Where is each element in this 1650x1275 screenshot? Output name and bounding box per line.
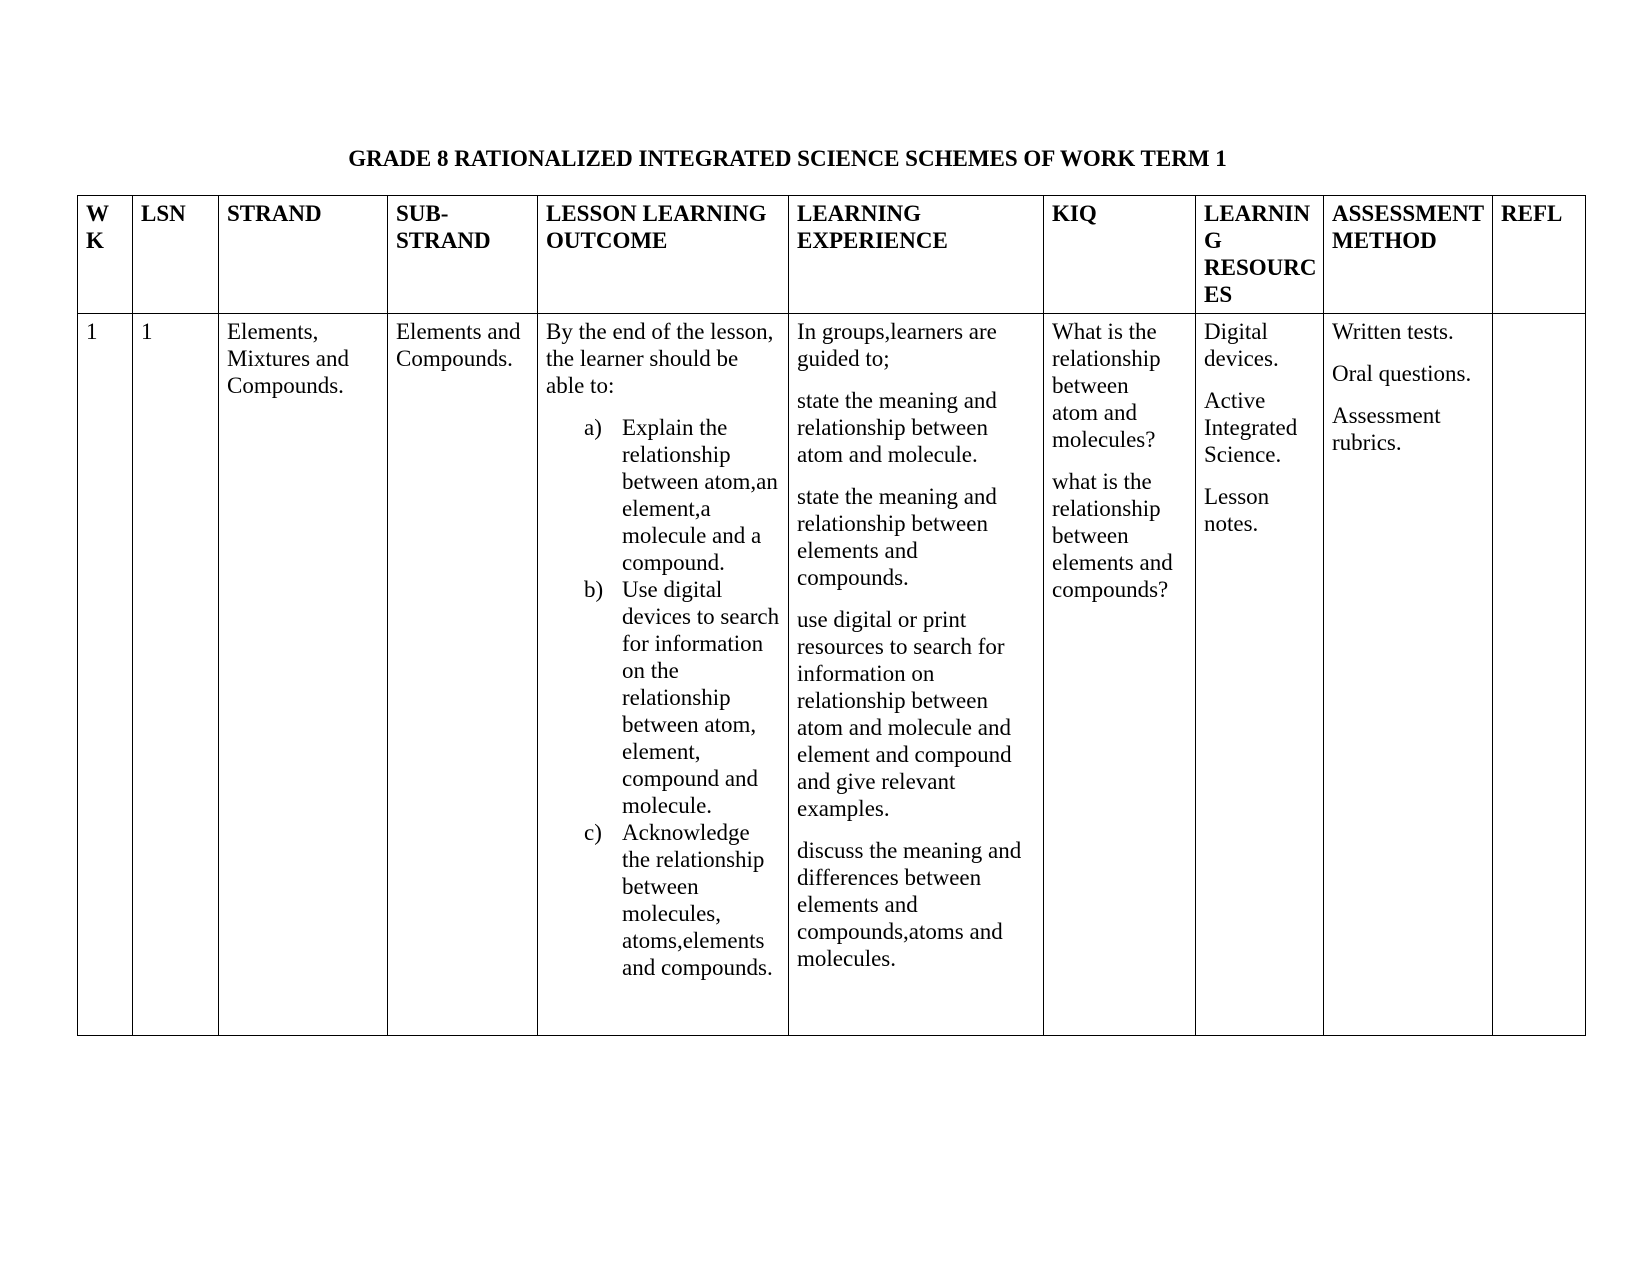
header-learning-experience: [789, 196, 1044, 314]
outcome-item-text: Use digital devices to search for information on the relationship between atom, element, compound and molecule.: [622, 577, 780, 818]
header-lsn-label: LSN: [141, 201, 186, 226]
lsn-value: 1: [141, 319, 153, 344]
header-sub-strand-label: SUB-STRAND: [396, 201, 491, 253]
experience-paragraph: state the meaning and relationship between elements and compounds.: [797, 484, 997, 590]
assessment-paragraph: Written tests.: [1332, 319, 1454, 344]
header-lsn: [133, 196, 219, 314]
header-assessment-method: [1324, 196, 1493, 314]
kiq-paragraph: what is the relationship between elements and compounds?: [1052, 469, 1173, 602]
header-lesson-learning-outcome-label: LESSON LEARNING OUTCOME: [546, 201, 767, 253]
outcome-item: [546, 414, 780, 576]
experience-paragraph: use digital or print resources to search for information on relationship between atom and molecule and element and compound and give relevant examples.: [797, 607, 1012, 821]
cell-lsn: [133, 314, 219, 1036]
outcome-intro: By the end of the lesson, the learner should be able to:: [546, 319, 774, 398]
cell-wk: [78, 314, 133, 1036]
outcome-item-text: Explain the relationship between atom,an element,a molecule and a compound.: [622, 415, 778, 575]
cell-refl: [1493, 314, 1586, 1036]
table-data-row: [78, 314, 1586, 1036]
outcome-item: [546, 576, 780, 819]
assessment-paragraph: Oral questions.: [1332, 361, 1472, 386]
experience-paragraph: state the meaning and relationship between atom and molecule.: [797, 388, 997, 467]
header-strand-label: STRAND: [227, 201, 322, 226]
header-strand: [219, 196, 388, 314]
header-refl: [1493, 196, 1586, 314]
cell-learning-resources: [1196, 314, 1324, 1036]
header-sub-strand: [388, 196, 538, 314]
experience-paragraph: discuss the meaning and differences between elements and compounds,atoms and molecules.: [797, 838, 1022, 971]
header-refl-label: REFL: [1501, 201, 1563, 226]
header-learning-resources: [1196, 196, 1324, 314]
assessment-paragraph: Assessment rubrics.: [1332, 403, 1441, 455]
header-wk-label: WK: [86, 201, 109, 253]
table-header-row: [78, 196, 1586, 314]
header-wk: [78, 196, 133, 314]
cell-kiq: [1044, 314, 1196, 1036]
strand-text: Elements, Mixtures and Compounds.: [227, 319, 350, 398]
experience-paragraph: In groups,learners are guided to;: [797, 319, 997, 371]
resource-paragraph: Lesson notes.: [1204, 484, 1270, 536]
page-title: GRADE 8 RATIONALIZED INTEGRATED SCIENCE SCHEMES OF WORK TERM 1: [348, 146, 1227, 171]
header-learning-resources-label: LEARNING RESOURCES: [1204, 201, 1317, 307]
outcome-item-marker: a): [584, 415, 602, 440]
outcome-item-text: Acknowledge the relationship between molecules, atoms,elements and compounds.: [622, 820, 773, 980]
cell-sub-strand: [388, 314, 538, 1036]
cell-lesson-learning-outcome: [538, 314, 789, 1036]
resource-paragraph: Digital devices.: [1204, 319, 1279, 371]
outcome-list: [546, 414, 780, 981]
schemes-of-work-table: [77, 195, 1586, 1036]
kiq-paragraph: What is the relationship between atom and molecules?: [1052, 319, 1161, 452]
header-kiq-label: KIQ: [1052, 201, 1097, 226]
sub-strand-text: Elements and Compounds.: [396, 319, 521, 371]
cell-assessment-method: [1324, 314, 1493, 1036]
header-assessment-method-label: ASSESSMENT METHOD: [1332, 201, 1484, 253]
cell-learning-experience: [789, 314, 1044, 1036]
cell-strand: [219, 314, 388, 1036]
header-lesson-learning-outcome: [538, 196, 789, 314]
outcome-item: [546, 819, 780, 981]
wk-value: 1: [86, 319, 98, 344]
header-kiq: [1044, 196, 1196, 314]
header-learning-experience-label: LEARNING EXPERIENCE: [797, 201, 948, 253]
outcome-item-marker: b): [584, 577, 604, 602]
outcome-item-marker: c): [584, 820, 602, 845]
resource-paragraph: Active Integrated Science.: [1204, 388, 1298, 467]
